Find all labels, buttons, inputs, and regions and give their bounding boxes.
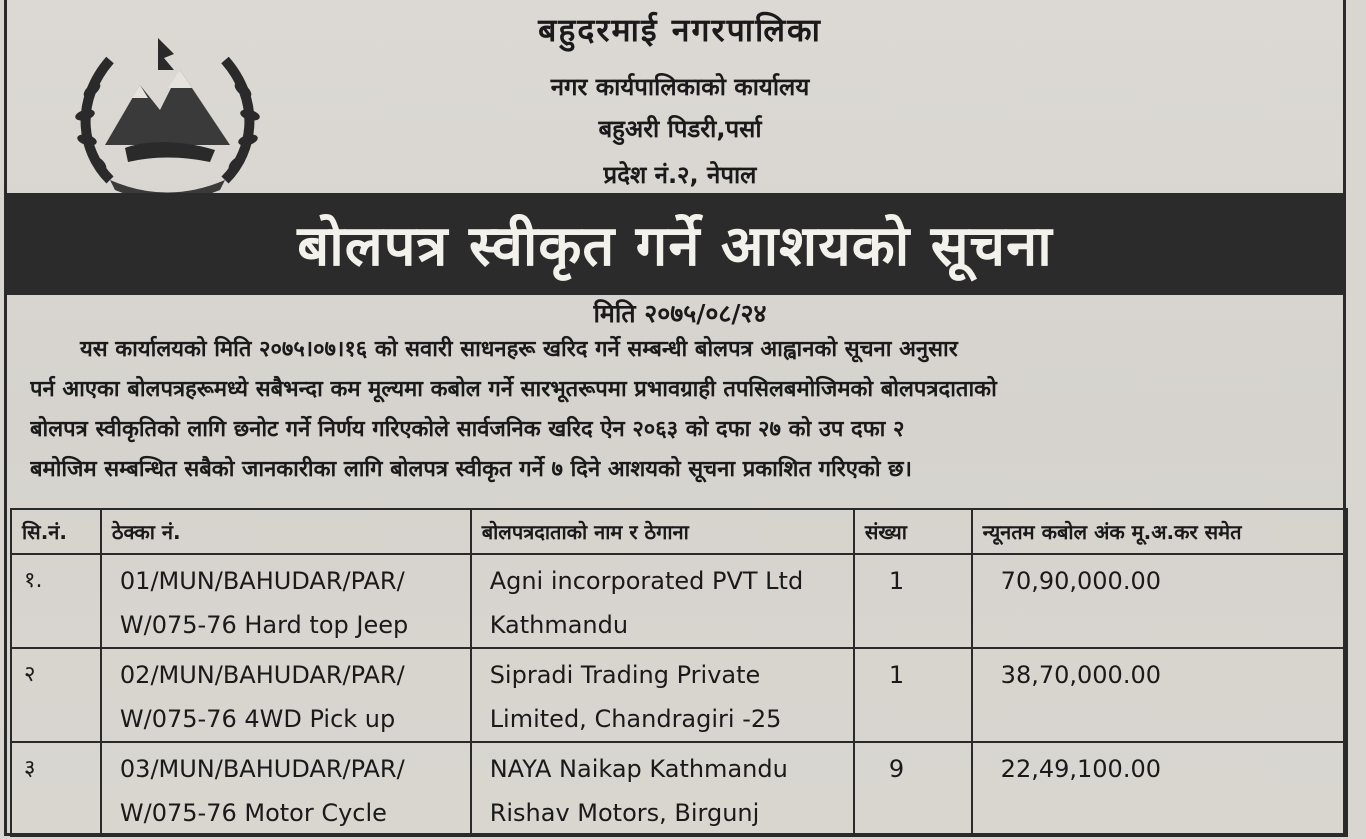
notice-body — [30, 330, 1330, 490]
contract-line: 03/MUN/BAHUDAR/PAR/ — [119, 755, 405, 783]
cell-qty: 1 — [854, 554, 972, 648]
header-bidder: बोलपत्रदाताको नाम र ठेगाना — [471, 509, 854, 554]
cell-amount: 22,49,100.00 — [972, 742, 1347, 836]
table-row — [11, 742, 1347, 836]
header-contract-no: ठेक्का नं. — [101, 509, 471, 554]
cell-qty: 9 — [854, 742, 972, 836]
cell-amount: 70,90,000.00 — [972, 554, 1347, 648]
cell-qty: 1 — [854, 648, 972, 742]
header-qty: संख्या — [854, 509, 972, 554]
bidder-table — [10, 508, 1348, 837]
notice-title: बोलपत्र स्वीकृत गर्ने आशयको सूचना — [297, 214, 1053, 279]
cell-sn: २ — [11, 648, 101, 742]
header-sn: सि.नं. — [11, 509, 101, 554]
notice-body-line: यस कार्यालयको मिति २०७५।०७।१६ को सवारी साधनहरू खरिद गर्ने सम्बन्धी बोलपत्र आह्वानको सूचना अनुसार — [80, 337, 958, 362]
cell-bidder — [471, 554, 854, 648]
cell-contract-no — [101, 742, 471, 836]
org-name: बहुदरमाई नगरपालिका — [538, 11, 822, 49]
org-office: नगर कार्यपालिकाको कार्यालय — [550, 73, 810, 101]
table-row — [11, 554, 1347, 648]
cell-contract-no — [101, 554, 471, 648]
bidder-line: Sipradi Trading Private — [489, 661, 761, 689]
contract-line: W/075-76 Hard top Jeep — [119, 611, 409, 639]
cell-bidder — [471, 648, 854, 742]
contract-line: W/075-76 Motor Cycle — [119, 799, 387, 827]
bidder-line: NAYA Naikap Kathmandu — [489, 755, 788, 783]
cell-bidder — [471, 742, 854, 836]
contract-line: 01/MUN/BAHUDAR/PAR/ — [119, 567, 405, 595]
cell-amount: 38,70,000.00 — [972, 648, 1347, 742]
cell-contract-no — [101, 648, 471, 742]
notice-date: मिति २०७५/०८/२४ — [593, 299, 767, 328]
nepal-emblem-icon — [70, 30, 265, 200]
org-province: प्रदेश नं.२, नेपाल — [603, 161, 757, 189]
cell-sn: १. — [11, 554, 101, 648]
notice-body-line: बमोजिम सम्बन्धित सबैको जानकारीका लागि बोलपत्र स्वीकृत गर्ने ७ दिने आशयको सूचना प्रकाशित गरिएको छ। — [30, 457, 912, 482]
bidder-line: Agni incorporated PVT Ltd — [489, 567, 804, 595]
notice-body-line: बोलपत्र स्वीकृतिको लागि छनोट गर्ने निर्णय गरिएकोले सार्वजनिक खरिद ऐन २०६३ को दफा २७ को उप दफा २ — [30, 417, 905, 442]
cell-sn: ३ — [11, 742, 101, 836]
notice-title-banner — [4, 193, 1346, 295]
bidder-line: Rishav Motors, Birgunj — [489, 799, 760, 827]
header-amount: न्यूनतम कबोल अंक मू.अ.कर समेत — [972, 509, 1347, 554]
notice-body-line: पर्न आएका बोलपत्रहरूमध्ये सबैभन्दा कम मूल्यमा कबोल गर्ने सारभूतरूपमा प्रभावग्राही तपसिलबमोजिमको बोलपत्रदाताको — [30, 377, 997, 402]
contract-line: W/075-76 4WD Pick up — [119, 705, 396, 733]
contract-line: 02/MUN/BAHUDAR/PAR/ — [119, 661, 405, 689]
table-header-row — [11, 509, 1347, 554]
bidder-line: Kathmandu — [489, 611, 629, 639]
bidder-line: Limited, Chandragiri -25 — [489, 705, 782, 733]
table-row — [11, 648, 1347, 742]
org-address: बहुअरी पिडरी,पर्सा — [598, 115, 762, 143]
